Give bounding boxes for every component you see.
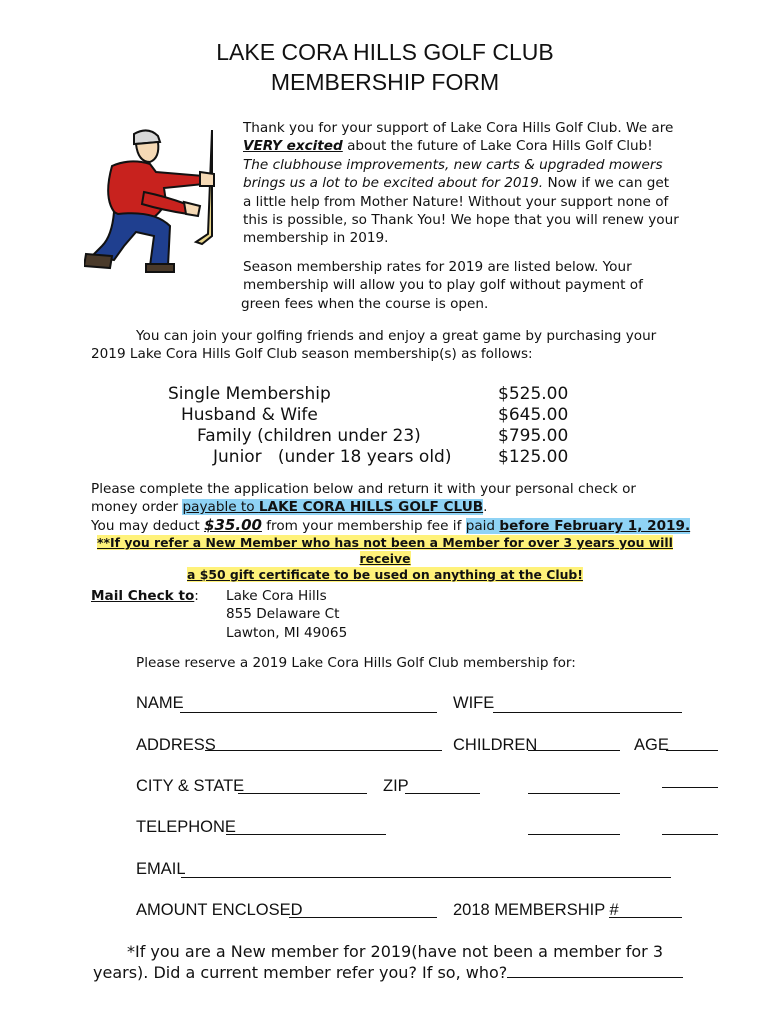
age-field-2[interactable] bbox=[662, 786, 718, 788]
address-line: 855 Delaware Ct bbox=[226, 606, 340, 623]
season-line: green fees when the course is open. bbox=[241, 295, 489, 312]
age-label: AGE bbox=[634, 736, 669, 754]
children-label: CHILDREN bbox=[453, 736, 538, 754]
amount-field[interactable] bbox=[289, 916, 437, 918]
intro-line: a little help from Mother Nature! Without your support none of bbox=[243, 193, 669, 210]
rate-price-husband-wife: $645.00 bbox=[498, 405, 569, 425]
address-line: Lawton, MI 49065 bbox=[226, 624, 348, 641]
payable-highlight: payable to LAKE CORA HILLS GOLF CLUB bbox=[182, 499, 484, 515]
wife-label: WIFE bbox=[453, 694, 495, 712]
city-state-label: CITY & STATE bbox=[136, 777, 245, 795]
instructions-line: You may deduct $35.00 from your membership fee if paid before February 1, 2019. bbox=[91, 516, 691, 534]
zip-field[interactable] bbox=[405, 792, 480, 794]
name-field[interactable] bbox=[180, 711, 437, 713]
intro-line: brings us a lot to be excited about for 2019. Now if we can get bbox=[243, 175, 670, 192]
intro-line: VERY excited about the future of Lake Cora Hills Golf Club! bbox=[243, 138, 653, 155]
rate-price-family: $795.00 bbox=[498, 426, 569, 446]
age-field-1[interactable] bbox=[666, 749, 718, 751]
payee-name: LAKE CORA HILLS GOLF CLUB bbox=[258, 499, 484, 515]
form-title-line1: LAKE CORA HILLS GOLF CLUB bbox=[216, 39, 554, 65]
telephone-label: TELEPHONE bbox=[136, 818, 236, 836]
paid-highlight: paid before February 1, 2019. bbox=[465, 518, 691, 534]
rate-name-single: Single Membership bbox=[168, 384, 331, 404]
children-field-2[interactable] bbox=[528, 792, 620, 794]
telephone-field[interactable] bbox=[226, 833, 386, 835]
join-paragraph bbox=[91, 327, 711, 364]
reserve-text: Please reserve a 2019 Lake Cora Hills Golf Club membership for: bbox=[136, 655, 576, 671]
referral-note: **If you refer a New Member who has not been a Member for over 3 years you will receive a $50 gift certificate to be used on anything at the Club! bbox=[97, 535, 673, 582]
zip-label: ZIP bbox=[383, 777, 409, 795]
referral-line: *If you are a New member for 2019(have not been a member for 3 bbox=[126, 942, 664, 961]
very-excited-text: VERY excited bbox=[243, 138, 343, 155]
rate-name-junior: Junior (under 18 years old) bbox=[213, 447, 452, 467]
intro-line: Thank you for your support of Lake Cora Hills Golf Club. We are bbox=[243, 120, 674, 136]
address-field[interactable] bbox=[205, 749, 442, 751]
name-label: NAME bbox=[136, 694, 184, 712]
referral-line: years). Did a current member refer you? If so, who? bbox=[0, 962, 770, 983]
intro-paragraph bbox=[243, 119, 703, 248]
age-field-3[interactable] bbox=[662, 833, 718, 835]
season-paragraph bbox=[241, 258, 701, 313]
membership-number-label: 2018 MEMBERSHIP # bbox=[453, 901, 619, 919]
intro-line: The clubhouse improvements, new carts & upgraded mowers bbox=[243, 156, 663, 173]
form-title-line2: MEMBERSHIP FORM bbox=[270, 69, 500, 95]
instructions-line: Please complete the application below and return it with your personal check or bbox=[91, 481, 637, 497]
join-line: You can join your golfing friends and enjoy a great game by purchasing your bbox=[136, 328, 657, 344]
rate-price-single: $525.00 bbox=[498, 384, 569, 404]
season-line: Season membership rates for 2019 are listed below. Your bbox=[243, 259, 632, 275]
join-line: 2019 Lake Cora Hills Golf Club season membership(s) as follows: bbox=[91, 346, 533, 363]
instructions-line: money order payable to LAKE CORA HILLS GOLF CLUB. bbox=[91, 499, 488, 515]
email-label: EMAIL bbox=[136, 860, 186, 878]
rate-name-husband-wife: Husband & Wife bbox=[181, 405, 318, 425]
deadline-text: before February 1, 2019. bbox=[499, 518, 691, 534]
membership-number-field[interactable] bbox=[609, 916, 682, 918]
rate-price-junior: $125.00 bbox=[498, 447, 569, 467]
address-label: ADDRESS bbox=[136, 736, 216, 754]
intro-line: this is possible, so Thank You! We hope that you will renew your bbox=[243, 212, 679, 229]
wife-field[interactable] bbox=[493, 711, 682, 713]
referral-question bbox=[0, 941, 770, 983]
intro-line: membership in 2019. bbox=[243, 230, 389, 247]
season-line: membership will allow you to play golf without payment of bbox=[243, 277, 643, 294]
email-field[interactable] bbox=[181, 876, 671, 878]
children-field-1[interactable] bbox=[528, 749, 620, 751]
children-field-3[interactable] bbox=[528, 833, 620, 835]
address-line: Lake Cora Hills bbox=[226, 588, 327, 604]
city-state-field[interactable] bbox=[238, 792, 367, 794]
discount-amount: $35.00 bbox=[204, 516, 262, 534]
instructions bbox=[91, 480, 691, 583]
amount-label: AMOUNT ENCLOSED bbox=[136, 901, 303, 919]
rate-name-family: Family (children under 23) bbox=[197, 426, 421, 446]
mail-check-label: Mail Check to: bbox=[91, 588, 199, 604]
mail-address bbox=[226, 587, 347, 642]
golfer-reading-putt-icon bbox=[84, 126, 224, 274]
referrer-field[interactable] bbox=[507, 976, 683, 978]
